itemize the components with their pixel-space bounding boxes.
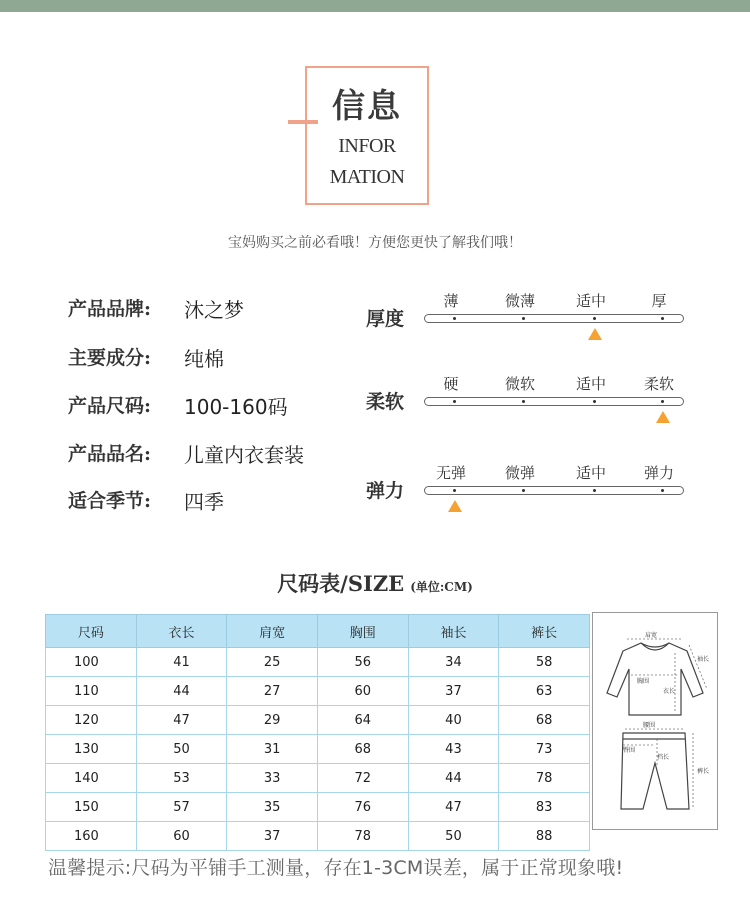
heading-title-en-1: INFOR: [338, 135, 396, 157]
table-cell: 60: [317, 677, 408, 706]
table-cell: 60: [136, 822, 227, 851]
scale-dot: [661, 317, 664, 320]
scale-dot: [453, 400, 456, 403]
attr-key: 产品尺码:: [68, 395, 152, 417]
table-cell: 29: [227, 706, 318, 735]
table-cell: 73: [499, 735, 590, 764]
table-cell: 37: [408, 677, 499, 706]
attr-value: 沐之梦: [184, 298, 244, 322]
table-header-cell: 裤长: [499, 615, 590, 648]
heading-subtitle: 宝妈购买之前必看哦！方便您更快了解我们哦！: [228, 235, 522, 251]
attr-key: 适合季节:: [68, 490, 152, 512]
scale-dot: [661, 400, 664, 403]
table-cell: 25: [227, 648, 318, 677]
scale-softness: [366, 377, 696, 427]
table-cell: 50: [136, 735, 227, 764]
table-cell: 40: [408, 706, 499, 735]
scale-level-label: 适中: [575, 375, 606, 393]
scale-dot: [661, 489, 664, 492]
scale-level-label: 柔软: [643, 375, 674, 393]
table-row: [46, 735, 590, 764]
scale-dot: [593, 317, 596, 320]
table-cell: 43: [408, 735, 499, 764]
label-length-top: 衣长: [663, 688, 676, 695]
table-cell: 41: [136, 648, 227, 677]
label-sleeve: 袖长: [697, 656, 710, 663]
footer-note: 温馨提示:尺码为平铺手工测量，存在1-3CM误差，属于正常现象哦!: [48, 857, 624, 879]
scale-level-label: 薄: [443, 292, 459, 310]
table-cell: 34: [408, 648, 499, 677]
attr-value: 纯棉: [184, 347, 224, 371]
table-cell: 37: [227, 822, 318, 851]
scale-dot: [593, 400, 596, 403]
scale-dot: [593, 489, 596, 492]
table-cell: 72: [317, 764, 408, 793]
label-hip: 臀围: [623, 747, 636, 754]
table-cell: 56: [317, 648, 408, 677]
scale-dot: [522, 489, 525, 492]
scale-level-label: 硬: [443, 375, 459, 393]
table-cell: 88: [499, 822, 590, 851]
table-cell: 130: [46, 735, 137, 764]
scale-dot: [522, 400, 525, 403]
size-chart-title: [0, 568, 750, 598]
scale-level-label: 无弹: [435, 464, 466, 482]
table-row: [46, 706, 590, 735]
table-header-cell: 胸围: [317, 615, 408, 648]
table-cell: 120: [46, 706, 137, 735]
scale-selected-triangle: [656, 411, 670, 423]
scale-dot: [522, 317, 525, 320]
table-row: [46, 677, 590, 706]
top-accent-bar: [0, 0, 750, 12]
label-chest: 胸围: [637, 678, 650, 685]
table-cell: 140: [46, 764, 137, 793]
table-cell: 44: [136, 677, 227, 706]
scale-level-label: 适中: [575, 292, 606, 310]
attr-key: 产品品名:: [68, 443, 152, 465]
table-row: [46, 648, 590, 677]
table-cell: 100: [46, 648, 137, 677]
table-cell: 47: [136, 706, 227, 735]
attr-key: 主要成分:: [68, 347, 152, 369]
table-cell: 83: [499, 793, 590, 822]
attr-value: 四季: [184, 490, 224, 514]
table-header-row: [46, 615, 590, 648]
scale-track: [424, 314, 684, 323]
table-cell: 58: [499, 648, 590, 677]
size-chart-unit: (单位:CM): [410, 580, 473, 594]
garment-illustration: [593, 613, 717, 829]
table-row: [46, 822, 590, 851]
table-cell: 78: [317, 822, 408, 851]
table-cell: 50: [408, 822, 499, 851]
table-cell: 57: [136, 793, 227, 822]
table-row: [46, 793, 590, 822]
table-cell: 47: [408, 793, 499, 822]
label-waist: 腰围: [643, 722, 656, 729]
table-cell: 160: [46, 822, 137, 851]
scale-level-label: 微软: [504, 375, 535, 393]
table-cell: 27: [227, 677, 318, 706]
scale-name: 厚度: [366, 308, 405, 330]
scale-name: 柔软: [366, 391, 405, 413]
table-header-cell: 袖长: [408, 615, 499, 648]
table-cell: 63: [499, 677, 590, 706]
scale-thickness: [366, 294, 696, 344]
attr-key: 产品品牌:: [68, 298, 152, 320]
scale-level-label: 弹力: [643, 464, 674, 482]
table-row: [46, 764, 590, 793]
table-cell: 64: [317, 706, 408, 735]
table-header-cell: 肩宽: [227, 615, 318, 648]
scale-track: [424, 486, 684, 495]
size-table: [45, 614, 590, 851]
scale-selected-triangle: [588, 328, 602, 340]
table-cell: 44: [408, 764, 499, 793]
scale-dot: [453, 317, 456, 320]
scale-selected-triangle: [448, 500, 462, 512]
scale-dot: [453, 489, 456, 492]
info-heading-box: [305, 66, 429, 205]
table-cell: 150: [46, 793, 137, 822]
table-cell: 35: [227, 793, 318, 822]
table-cell: 33: [227, 764, 318, 793]
label-pants-length: 裤长: [697, 768, 710, 775]
scale-level-label: 厚: [651, 292, 667, 310]
label-shoulder: 肩宽: [645, 632, 658, 639]
table-cell: 53: [136, 764, 227, 793]
table-cell: 78: [499, 764, 590, 793]
table-header-cell: 尺码: [46, 615, 137, 648]
attr-value: 儿童内衣套装: [184, 443, 304, 467]
scale-level-label: 微薄: [504, 292, 535, 310]
heading-title-en-2: MATION: [329, 166, 405, 188]
attr-value: 100-160码: [184, 395, 288, 419]
table-cell: 76: [317, 793, 408, 822]
scale-level-label: 微弹: [504, 464, 535, 482]
heading-title-cn: 信息: [332, 86, 402, 125]
table-cell: 110: [46, 677, 137, 706]
table-cell: 68: [499, 706, 590, 735]
scale-level-label: 适中: [575, 464, 606, 482]
table-cell: 68: [317, 735, 408, 764]
scale-elasticity: [366, 466, 696, 516]
size-chart-title-text: 尺码表/SIZE: [277, 571, 405, 596]
table-header-cell: 衣长: [136, 615, 227, 648]
scale-track: [424, 397, 684, 406]
garment-measurement-diagram: [592, 612, 718, 830]
scale-name: 弹力: [366, 480, 405, 502]
table-cell: 31: [227, 735, 318, 764]
label-crotch: 档长: [657, 754, 670, 761]
